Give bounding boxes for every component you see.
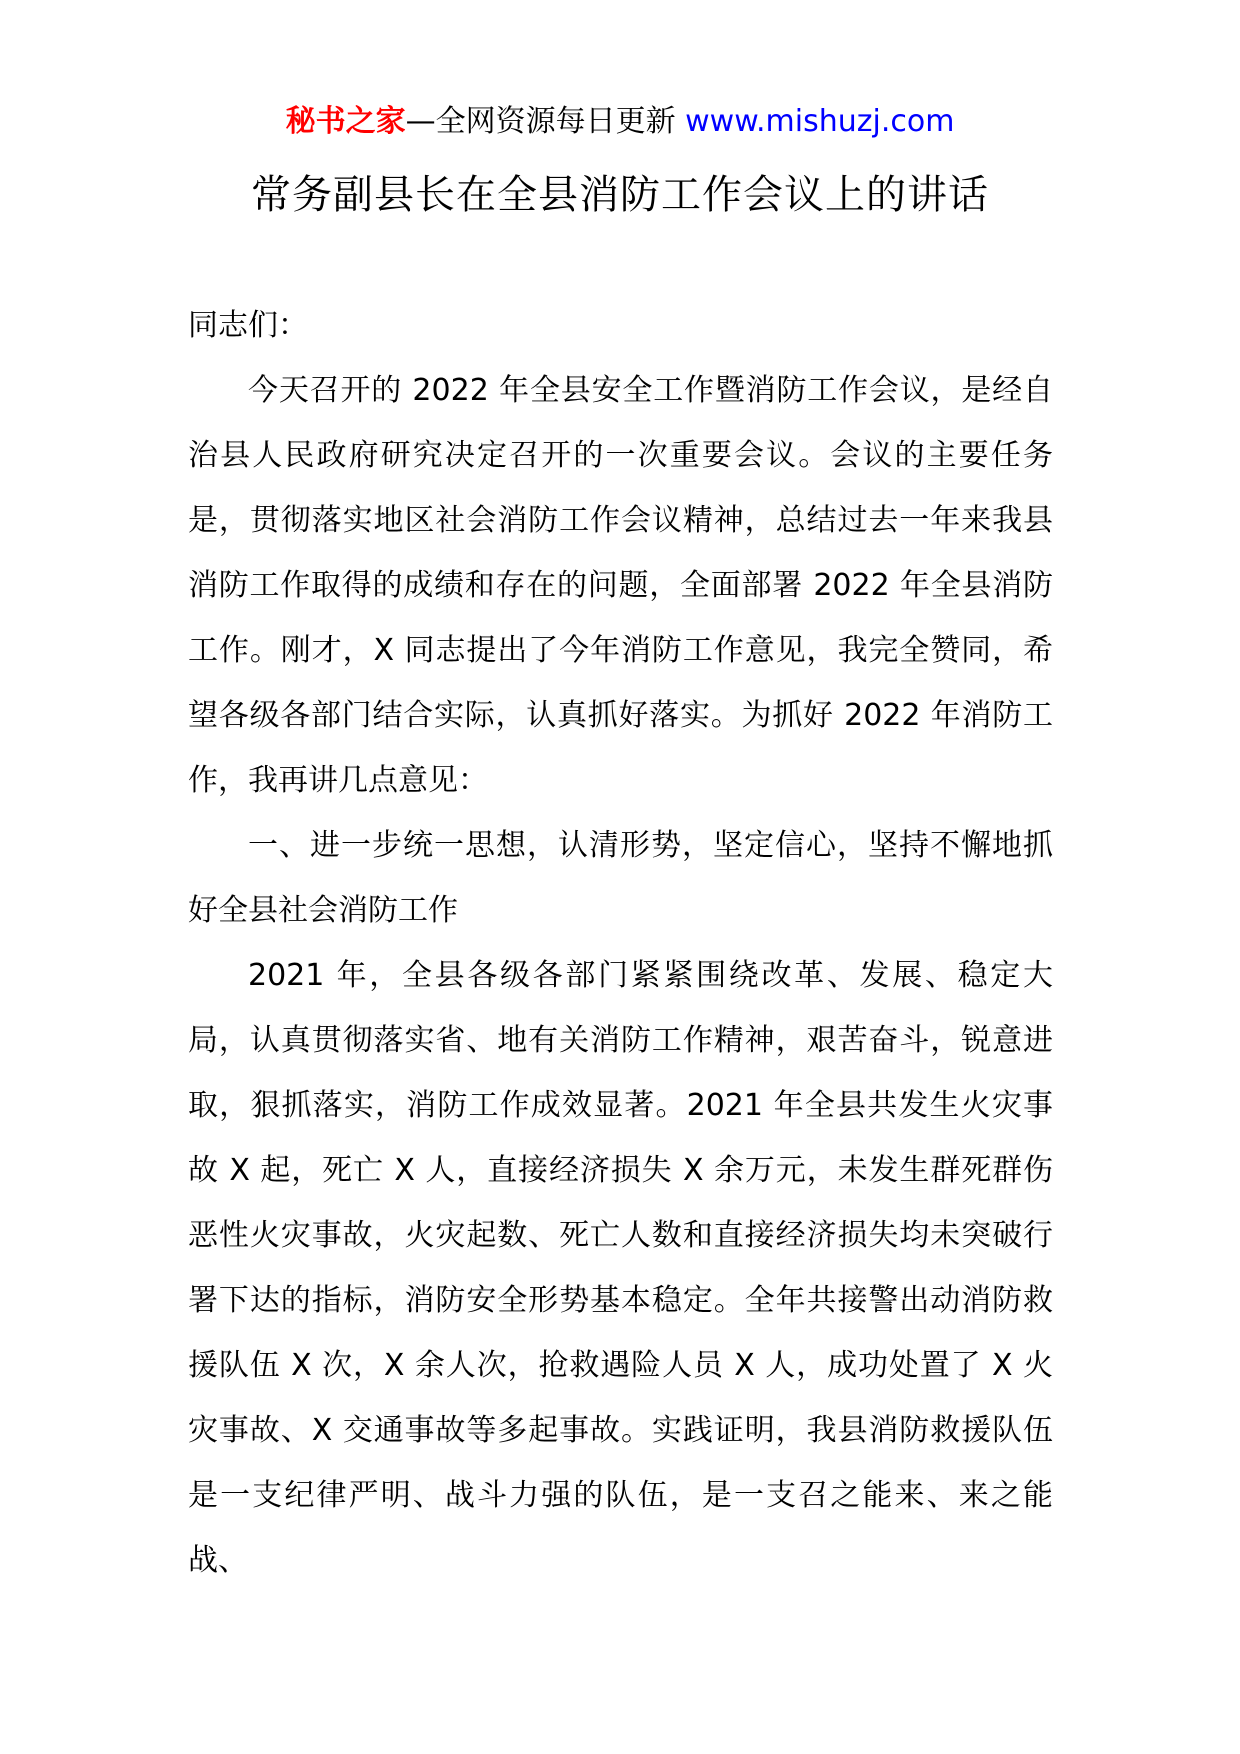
paragraph-intro: 今天召开的 2022 年全县安全工作暨消防工作会议，是经自治县人民政府研究决定召开的一次重要会议。会议的主要任务是，贯彻落实地区社会消防工作会议精神，总结过去一年来我县消防工作取得的成绩和存在的问题，全面部署 2022 年全县消防工作。刚才，X 同志提出了今年消防工作意见，我完全赞同，希望各级各部门结合实际，认真抓好落实。为抓好 2022 年消防工作，我再讲几点意见： xyxy=(188,373,1053,798)
document-title: 常务副县长在全县消防工作会议上的讲话 xyxy=(251,172,989,218)
site-url-link[interactable]: www.mishuzj.com xyxy=(685,104,955,139)
salutation: 同志们： xyxy=(188,308,308,343)
brand-name: 秘书之家 xyxy=(285,104,406,139)
header-slogan: —全网资源每日更新 xyxy=(405,104,686,139)
document-body xyxy=(188,293,1053,1593)
paragraph-2021-summary: 2021 年，全县各级各部门紧紧围绕改革、发展、稳定大局，认真贯彻落实省、地有关消防工作精神，艰苦奋斗，锐意进取，狠抓落实，消防工作成效显著。2021 年全县共发生火灾事故 X 起，死亡 X 人，直接经济损失 X 余万元，未发生群死群伤恶性火灾事故，火灾起数、死亡人数和直接经济损失均未突破行署下达的指标，消防安全形势基本稳定。全年共接警出动消防救援队伍 X 次，X 余人次，抢救遇险人员 X 人，成功处置了 X 火灾事故、X 交通事故等多起事故。实践证明，我县消防救援队伍是一支纪律严明、战斗力强的队伍，是一支召之能来、来之能战、 xyxy=(188,958,1053,1578)
section-heading-1: 一、进一步统一思想，认清形势，坚定信心，坚持不懈地抓好全县社会消防工作 xyxy=(188,828,1053,928)
site-header xyxy=(0,100,1240,144)
